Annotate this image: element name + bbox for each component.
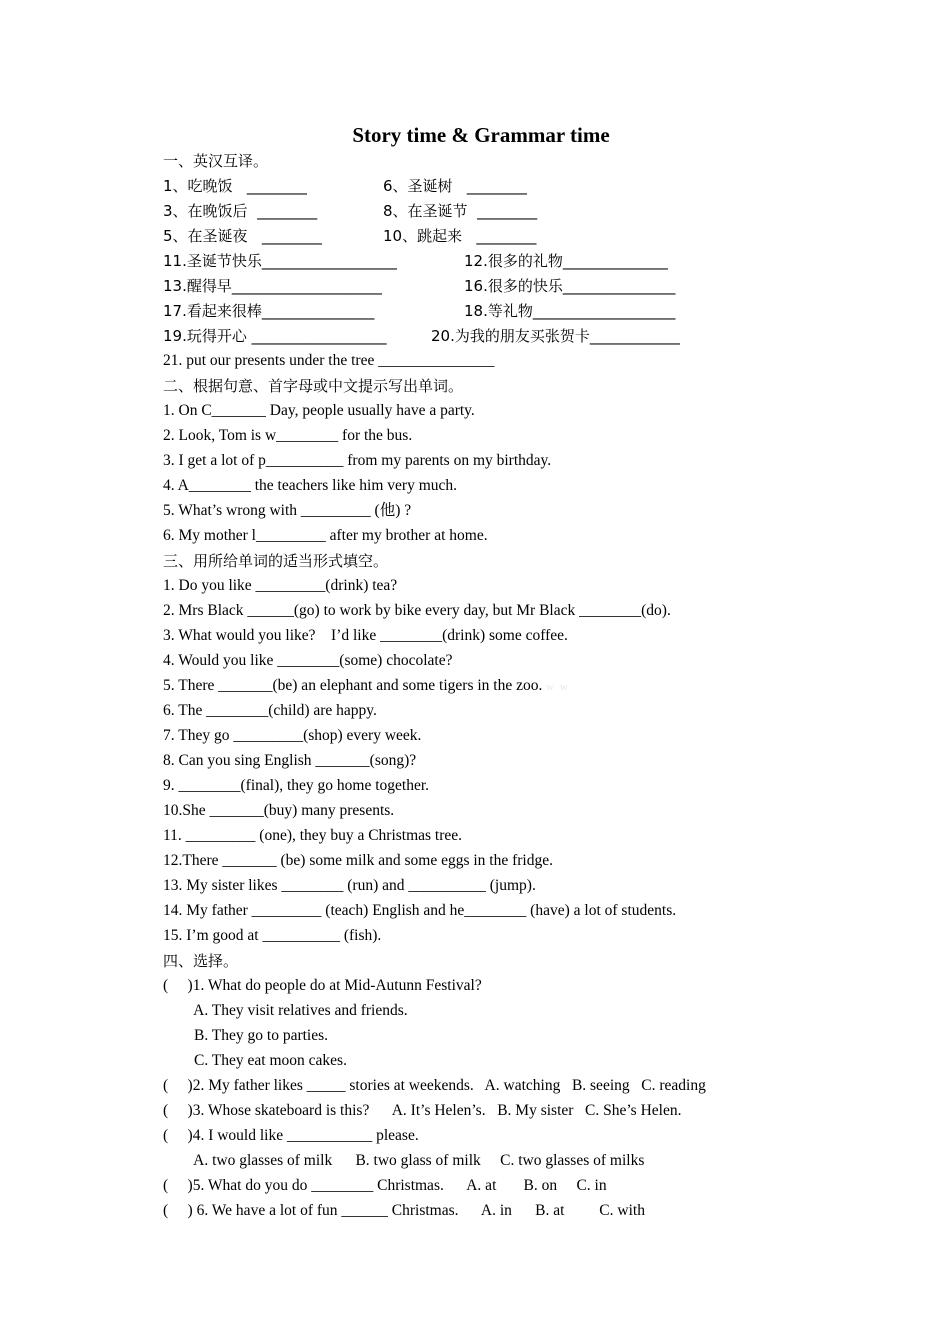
s1-row21: 21. put our presents under the tree _______________ bbox=[163, 352, 495, 369]
section1-heading: 一、英汉互译。 bbox=[163, 152, 269, 170]
s3-item-14: 14. My father _________ (teach) English and he________ (have) a lot of students. bbox=[163, 902, 677, 919]
s3-item-3: 3. What would you like? I’d like ________(drink) some coffee. bbox=[163, 627, 568, 644]
s3-item-2: 2. Mrs Black ______(go) to work by bike every day, but Mr Black ________(do). bbox=[163, 602, 671, 619]
s2-item-2: 2. Look, Tom is w________ for the bus. bbox=[163, 427, 413, 444]
s3-item-10: 10.She _______(buy) many presents. bbox=[163, 802, 395, 819]
s1-row5-right: 16.很多的快乐_______________ bbox=[464, 277, 676, 295]
s1-row1-left: 1、吃晚饭 ________ bbox=[163, 177, 307, 195]
s3-item-8: 8. Can you sing English _______(song)? bbox=[163, 752, 417, 769]
s4-line-8: A. two glasses of milk B. two glass of milk C. two glasses of milks bbox=[163, 1152, 645, 1169]
s3-item-7: 7. They go _________(shop) every week. bbox=[163, 727, 422, 744]
s1-row4-left: 11.圣诞节快乐__________________ bbox=[163, 252, 397, 270]
section2-heading: 二、根据句意、首字母或中文提示写出单词。 bbox=[163, 377, 464, 395]
s4-line-5: ( )2. My father likes _____ stories at weekends. A. watching B. seeing C. reading bbox=[163, 1077, 706, 1094]
s1-row2-right: 8、在圣诞节 ________ bbox=[383, 202, 538, 220]
s1-row5-left: 13.醒得早____________________ bbox=[163, 277, 382, 295]
s2-item-6: 6. My mother l_________ after my brother at home. bbox=[163, 527, 488, 544]
s4-line-6: ( )3. Whose skateboard is this? A. It’s Helen’s. B. My sister C. She’s Helen. bbox=[163, 1102, 682, 1119]
s1-row2-left: 3、在晚饭后 ________ bbox=[163, 202, 318, 220]
s4-line-2: A. They visit relatives and friends. bbox=[163, 1002, 408, 1019]
section4-heading: 四、选择。 bbox=[163, 952, 239, 970]
s4-line-3: B. They go to parties. bbox=[163, 1027, 329, 1044]
s1-row3-left: 5、在圣诞夜 ________ bbox=[163, 227, 322, 245]
page-title: Story time & Grammar time bbox=[352, 123, 610, 147]
s3-item-5-text: 5. There _______(be) an elephant and some tigers in the zoo. bbox=[163, 677, 543, 694]
s3-item-15: 15. I’m good at __________ (fish). bbox=[163, 927, 382, 944]
section3-heading: 三、用所给单词的适当形式填空。 bbox=[163, 552, 389, 570]
s4-line-10: ( ) 6. We have a lot of fun ______ Christmas. A. in B. at C. with bbox=[163, 1202, 645, 1219]
s3-item-9: 9. ________(final), they go home together. bbox=[163, 777, 430, 794]
s1-row6-right: 18.等礼物___________________ bbox=[464, 302, 676, 320]
s1-row6-left: 17.看起来很棒_______________ bbox=[163, 302, 375, 320]
s2-item-3: 3. I get a lot of p__________ from my parents on my birthday. bbox=[163, 452, 552, 469]
s3-item-5 bbox=[163, 676, 568, 697]
s3-item-4: 4. Would you like ________(some) chocolate? bbox=[163, 652, 453, 669]
s3-item-6: 6. The ________(child) are happy. bbox=[163, 702, 377, 719]
s2-item-5: 5. What’s wrong with _________ (他) ? bbox=[163, 502, 412, 519]
s4-line-9: ( )5. What do you do ________ Christmas. A. at B. on C. in bbox=[163, 1177, 607, 1194]
s4-line-1: ( )1. What do people do at Mid-Autunn Festival? bbox=[163, 977, 482, 994]
s1-row7-left: 19.玩得开心 __________________ bbox=[163, 327, 387, 345]
s1-row3-right: 10、跳起来 ________ bbox=[383, 227, 537, 245]
s3-item-11: 11. _________ (one), they buy a Christmas tree. bbox=[163, 827, 463, 844]
s1-row4-right: 12.很多的礼物______________ bbox=[464, 252, 668, 270]
s3-item-12: 12.There _______ (be) some milk and some eggs in the fridge. bbox=[163, 852, 553, 869]
s3-item-1: 1. Do you like _________(drink) tea? bbox=[163, 577, 398, 594]
s1-row7-right: 20.为我的朋友买张贺卡____________ bbox=[431, 327, 680, 345]
watermark-text: w w bbox=[546, 681, 568, 693]
s4-line-7: ( )4. I would like ___________ please. bbox=[163, 1127, 419, 1144]
s4-line-4: C. They eat moon cakes. bbox=[163, 1052, 347, 1069]
s1-row1-right: 6、圣诞树 ________ bbox=[383, 177, 527, 195]
s2-item-4: 4. A________ the teachers like him very much. bbox=[163, 477, 458, 494]
s2-item-1: 1. On C_______ Day, people usually have a party. bbox=[163, 402, 475, 419]
s3-item-13: 13. My sister likes ________ (run) and __________ (jump). bbox=[163, 877, 536, 894]
